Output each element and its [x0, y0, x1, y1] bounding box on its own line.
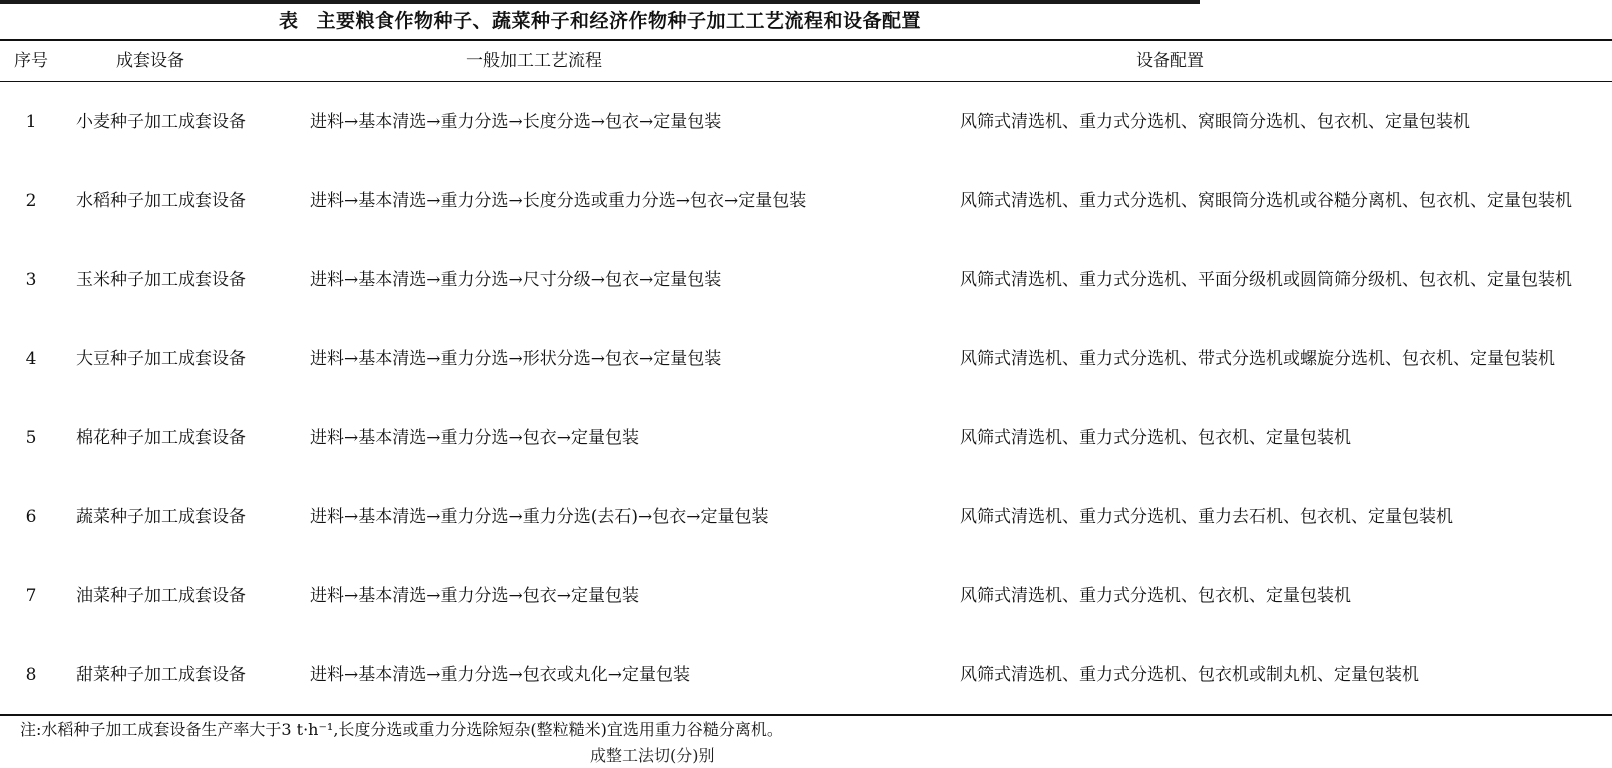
row-set: 水稻种子加工成套设备 — [76, 190, 246, 211]
table-title — [0, 9, 1200, 33]
row-config: 风筛式清选机、重力式分选机、包衣机、定量包装机 — [960, 427, 1351, 448]
table-row — [0, 161, 1612, 240]
table-title-label: 表 — [278, 10, 299, 32]
row-set: 大豆种子加工成套设备 — [76, 348, 246, 369]
row-process: 进料→基本清选→重力分选→尺寸分级→包衣→定量包装 — [310, 269, 722, 290]
row-num: 3 — [25, 269, 37, 290]
row-set: 小麦种子加工成套设备 — [76, 111, 246, 132]
top-rule — [0, 0, 1200, 4]
row-config: 风筛式清选机、重力式分选机、包衣机或制丸机、定量包装机 — [946, 635, 1612, 715]
table-row — [0, 240, 1612, 319]
row-process: 进料→基本清选→重力分选→形状分选→包衣→定量包装 — [310, 348, 722, 369]
header-row — [0, 40, 1612, 82]
row-num: 5 — [25, 427, 37, 448]
row-num: 6 — [25, 506, 37, 527]
row-config: 风筛式清选机、重力式分选机、包衣机、定量包装机 — [960, 585, 1351, 606]
table-row — [0, 477, 1612, 556]
header-set: 成套设备 — [62, 40, 298, 82]
row-set: 油菜种子加工成套设备 — [76, 585, 246, 606]
cut-off-text-line: 成整工法切(分)别 — [590, 746, 715, 765]
row-set: 甜菜种子加工成套设备 — [62, 635, 298, 715]
row-config: 风筛式清选机、重力式分选机、重力去石机、包衣机、定量包装机 — [960, 506, 1453, 527]
row-config: 风筛式清选机、重力式分选机、窝眼筒分选机、包衣机、定量包装机 — [960, 111, 1470, 132]
row-set: 棉花种子加工成套设备 — [76, 427, 246, 448]
table-row — [0, 82, 1612, 162]
process-table — [0, 39, 1612, 716]
header-num: 序号 — [0, 40, 62, 82]
row-num: 4 — [25, 348, 37, 369]
table-row — [0, 556, 1612, 635]
table-row — [0, 319, 1612, 398]
row-num: 8 — [0, 635, 62, 715]
row-process: 进料→基本清选→重力分选→包衣或丸化→定量包装 — [298, 635, 946, 715]
table-note: 注:水稻种子加工成套设备生产率大于3 t·h⁻¹,长度分选或重力分选除短杂(整粒糙米)宜选用重力谷糙分离机。 — [20, 720, 783, 739]
table-title-text: 主要粮食作物种子、蔬菜种子和经济作物种子加工工艺流程和设备配置 — [316, 10, 922, 32]
row-process: 进料→基本清选→重力分选→长度分选或重力分选→包衣→定量包装 — [310, 190, 807, 211]
row-num: 1 — [25, 111, 37, 132]
table-row — [0, 398, 1612, 477]
row-config: 风筛式清选机、重力式分选机、带式分选机或螺旋分选机、包衣机、定量包装机 — [960, 348, 1555, 369]
row-config: 风筛式清选机、重力式分选机、窝眼筒分选机或谷糙分离机、包衣机、定量包装机 — [960, 190, 1572, 211]
row-process: 进料→基本清选→重力分选→重力分选(去石)→包衣→定量包装 — [310, 506, 769, 527]
row-set: 玉米种子加工成套设备 — [76, 269, 246, 290]
row-num: 2 — [25, 190, 37, 211]
row-process: 进料→基本清选→重力分选→包衣→定量包装 — [310, 585, 639, 606]
row-num: 7 — [25, 585, 37, 606]
header-config: 设备配置 — [946, 40, 1612, 82]
table-row — [0, 635, 1612, 715]
header-process: 一般加工工艺流程 — [298, 40, 946, 82]
row-process: 进料→基本清选→重力分选→包衣→定量包装 — [310, 427, 639, 448]
row-set: 蔬菜种子加工成套设备 — [76, 506, 246, 527]
row-process: 进料→基本清选→重力分选→长度分选→包衣→定量包装 — [310, 111, 722, 132]
row-config: 风筛式清选机、重力式分选机、平面分级机或圆筒筛分级机、包衣机、定量包装机 — [960, 269, 1572, 290]
